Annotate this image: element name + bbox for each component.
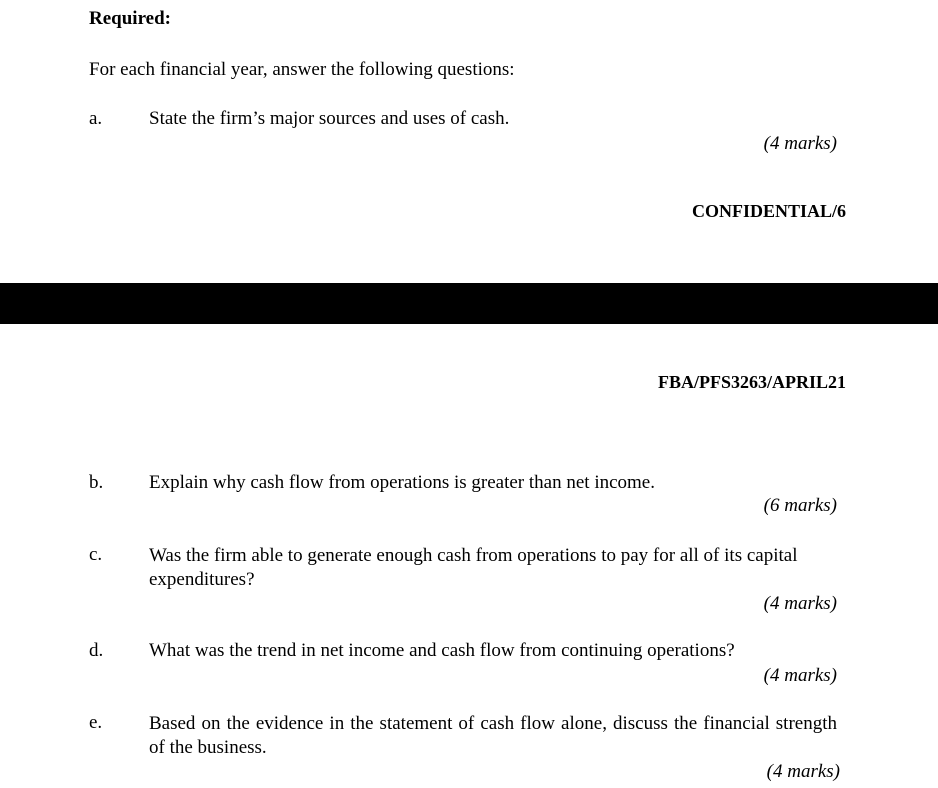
question-c-text: Was the firm able to generate enough cash from operations to pay for all of its capital expenditures? [149,545,798,590]
question-e-label: e. [89,712,103,733]
question-d-text: What was the trend in net income and cash flow from continuing operations? [149,640,735,661]
question-e-marks: (4 marks) [766,761,840,782]
question-a-marks: (4 marks) [763,133,837,154]
page-break-divider [0,283,938,324]
question-d-marks: (4 marks) [763,665,837,686]
question-d-label: d. [89,640,104,661]
instructions-intro: For each financial year, answer the following questions: [89,59,515,80]
question-e-text: Based on the evidence in the statement of cash flow alone, discuss the financial strength of the business. [149,713,837,758]
question-a-text: State the firm’s major sources and uses of cash. [149,108,510,129]
question-a-label: a. [89,108,103,129]
question-c-marks: (4 marks) [763,593,837,614]
course-code-header: FBA/PFS3263/APRIL21 [657,372,846,392]
confidential-footer: CONFIDENTIAL/6 [691,201,846,221]
question-b-marks: (6 marks) [763,495,837,516]
question-b-label: b. [89,472,104,493]
question-b-text: Explain why cash flow from operations is greater than net income. [149,472,655,493]
required-heading: Required: [89,8,171,29]
question-c-label: c. [89,544,103,565]
